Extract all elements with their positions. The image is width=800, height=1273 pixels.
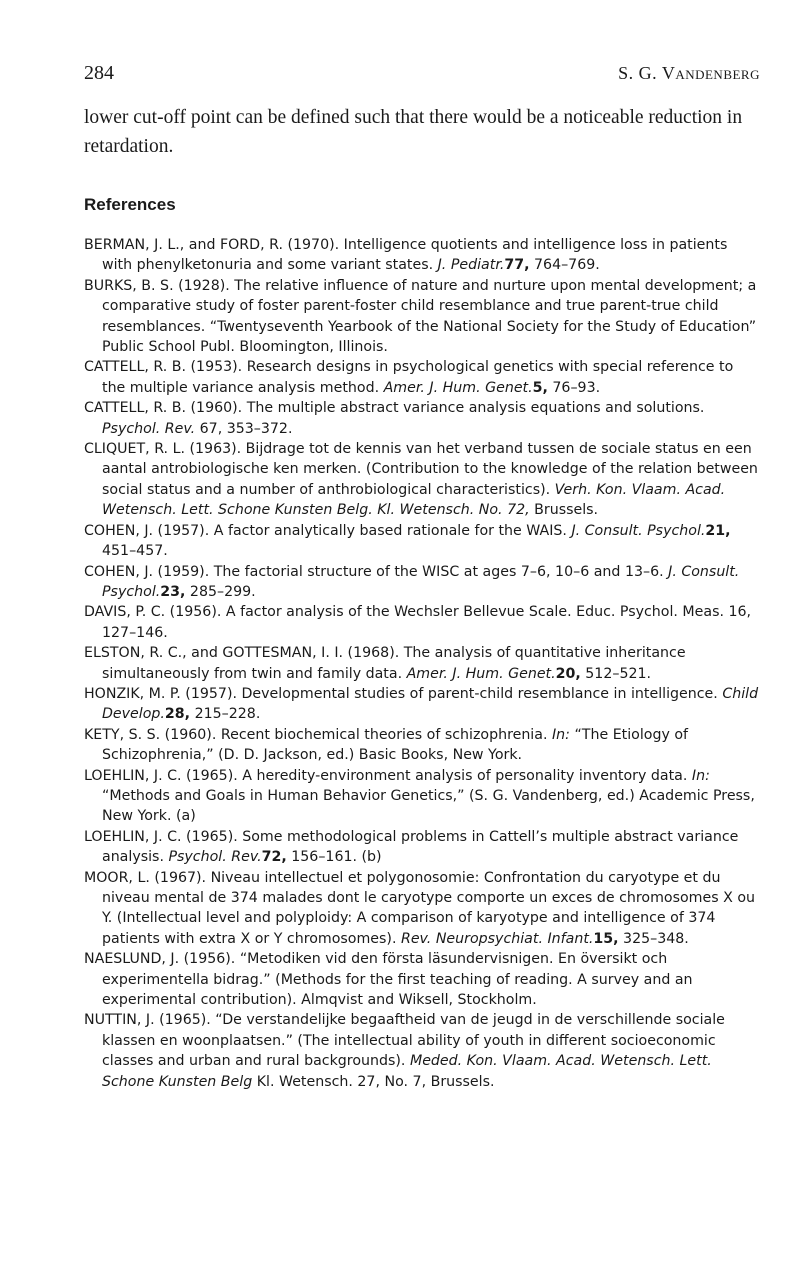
reference-pre: NAESLUND, J. (1956). “Metodiken vid den första läsundervisnigen. En översikt och experimentella bidrag.” (Methods for the first teaching of reading. A survey and an experimental contribution). Almqvist and Wiksell, Stockholm. xyxy=(84,951,693,1009)
reference-post: “Methods and Goals in Human Behavior Genetics,” (S. G. Vandenberg, ed.) Academic Press, New York. (a) xyxy=(102,787,755,825)
reference-entry xyxy=(84,602,760,643)
reference-journal: Meded. Kon. Vlaam. Acad. Wetensch. Lett. Schone Kunsten Belg xyxy=(102,1053,712,1090)
reference-vol: 77, xyxy=(504,257,530,274)
reference-journal: Amer. J. Hum. Genet. xyxy=(383,379,533,396)
reference-entry xyxy=(84,1010,760,1092)
reference-entry xyxy=(84,725,760,766)
reference-post: 67, 353–372. xyxy=(195,420,293,437)
reference-journal: J. Pediatr. xyxy=(437,257,505,274)
reference-pre: CATTELL, R. B. (1960). The multiple abstract variance analysis equations and solutions. xyxy=(84,400,705,417)
reference-journal: Verh. Kon. Vlaam. Acad. Wetensch. Lett. Schone Kunsten Belg. Kl. Wetensch. No. 72, xyxy=(102,481,726,519)
reference-vol: 15, xyxy=(593,930,619,947)
reference-post: “The Etiology of Schizophrenia,” (D. D. Jackson, ed.) Basic Books, New York. xyxy=(102,726,689,764)
reference-post: 325–348. xyxy=(618,930,689,947)
reference-pre: KETY, S. S. (1960). Recent biochemical theories of schizophrenia. xyxy=(84,726,552,743)
reference-pre: LOEHLIN, J. C. (1965). A heredity-environment analysis of personality inventory data. xyxy=(84,767,692,784)
reference-entry xyxy=(84,357,760,398)
reference-pre: ELSTON, R. C., and GOTTESMAN, I. I. (1968). The analysis of quantitative inheritance simultaneously from twin and family data. xyxy=(84,645,686,682)
reference-vol: 28, xyxy=(164,706,191,723)
reference-post: 451–457. xyxy=(102,543,168,560)
reference-entry xyxy=(84,562,760,603)
reference-journal: Child Develop. xyxy=(102,685,759,723)
reference-pre: CLIQUET, R. L. (1963). Bijdrage tot de kennis van het verband tussen de sociale status en een aantal antrobiologische ken merken. (Contribution to the knowledge of the relation between social status and a number of anthrobiological characteristics). xyxy=(84,441,758,498)
reference-pre: LOEHLIN, J. C. (1965). Some methodological problems in Cattell’s multiple abstract variance analysis. xyxy=(84,828,739,866)
reference-post: 285–299. xyxy=(185,583,256,600)
reference-journal: J. Consult. Psychol. xyxy=(571,522,706,539)
reference-post: Kl. Wetensch. 27, No. 7, Brussels. xyxy=(252,1073,495,1090)
reference-post: Brussels. xyxy=(529,502,599,519)
reference-entry xyxy=(84,439,760,521)
reference-post: 156–161. (b) xyxy=(286,849,382,866)
reference-post: 76–93. xyxy=(547,379,601,396)
reference-post: 215–228. xyxy=(190,706,261,723)
page-number: 284 xyxy=(84,62,114,84)
reference-journal: Psychol. Rev. xyxy=(168,849,262,866)
reference-journal: Amer. J. Hum. Genet. xyxy=(406,665,556,682)
reference-vol: 72, xyxy=(261,849,287,866)
reference-vol: 21, xyxy=(705,522,731,539)
reference-vol: 5, xyxy=(532,379,548,396)
reference-entry xyxy=(84,949,760,1010)
reference-entry xyxy=(84,521,760,562)
reference-post: 764–769. xyxy=(529,257,600,274)
reference-pre: HONZIK, M. P. (1957). Developmental studies of parent-child resemblance in intelligence. xyxy=(84,685,723,702)
reference-entry xyxy=(84,827,760,868)
reference-pre: CATTELL, R. B. (1953). Research designs in psychological genetics with special reference to the multiple variance analysis method. xyxy=(84,359,734,396)
reference-list xyxy=(84,235,760,1092)
reference-journal: In: xyxy=(691,767,710,784)
reference-journal: Rev. Neuropsychiat. Infant. xyxy=(400,930,594,947)
reference-pre: MOOR, L. (1967). Niveau intellectuel et polygonosomie: Confrontation du caryotype et du niveau mental de 374 malades dont le caryotype comporte un exces de chromosomes X ou Y. (Intellectual level and polyploidy: A comparison of karyotype and intelligence of 374 patients with extra X or Y chromosomes). xyxy=(84,869,755,947)
reference-vol: 23, xyxy=(160,583,186,600)
intro-paragraph: lower cut-off point can be defined such that there would be a noticeable reduction in retardation. xyxy=(84,107,743,157)
reference-entry xyxy=(84,276,760,358)
reference-pre: DAVIS, P. C. (1956). A factor analysis of the Wechsler Bellevue Scale. Educ. Psychol. Meas. 16, 127–146. xyxy=(84,604,752,641)
reference-entry xyxy=(84,643,760,684)
page-header xyxy=(84,62,760,85)
reference-post: 512–521. xyxy=(580,665,652,682)
page xyxy=(84,62,760,1092)
references-heading: References xyxy=(84,195,176,214)
reference-journal: Psychol. Rev. xyxy=(102,420,196,437)
reference-pre: BERMAN, J. L., and FORD, R. (1970). Intelligence quotients and intelligence loss in patients with phenylketonuria and some variant states. xyxy=(84,237,728,274)
reference-pre: BURKS, B. S. (1928). The relative influence of nature and nurture upon mental development; a comparative study of foster parent-foster child resemblance and true parent-true child resemblances. “Twentyseventh Yearbook of the National Society for the Study of Education” Public School Publ. Bloomington, Illinois. xyxy=(84,277,757,356)
reference-vol: 20, xyxy=(555,665,581,682)
reference-pre: COHEN, J. (1959). The factorial structure of the WISC at ages 7–6, 10–6 and 13–6. xyxy=(84,563,669,580)
reference-entry xyxy=(84,235,760,276)
reference-journal: In: xyxy=(551,726,570,743)
reference-journal: J. Consult. Psychol. xyxy=(102,563,740,600)
reference-entry xyxy=(84,766,760,827)
reference-pre: NUTTIN, J. (1965). “De verstandelijke begaaftheid van de jeugd in de verschillende sociale klassen en woonplaatsen.” (The intellectual ability of youth in different socioeconomic classes and urban and rural backgrounds). xyxy=(84,1012,725,1070)
reference-entry xyxy=(84,684,760,725)
reference-pre: COHEN, J. (1957). A factor analytically based rationale for the WAIS. xyxy=(84,522,572,539)
reference-entry xyxy=(84,868,760,950)
running-head: S. G. Vandenberg xyxy=(618,63,760,83)
reference-entry xyxy=(84,398,760,439)
